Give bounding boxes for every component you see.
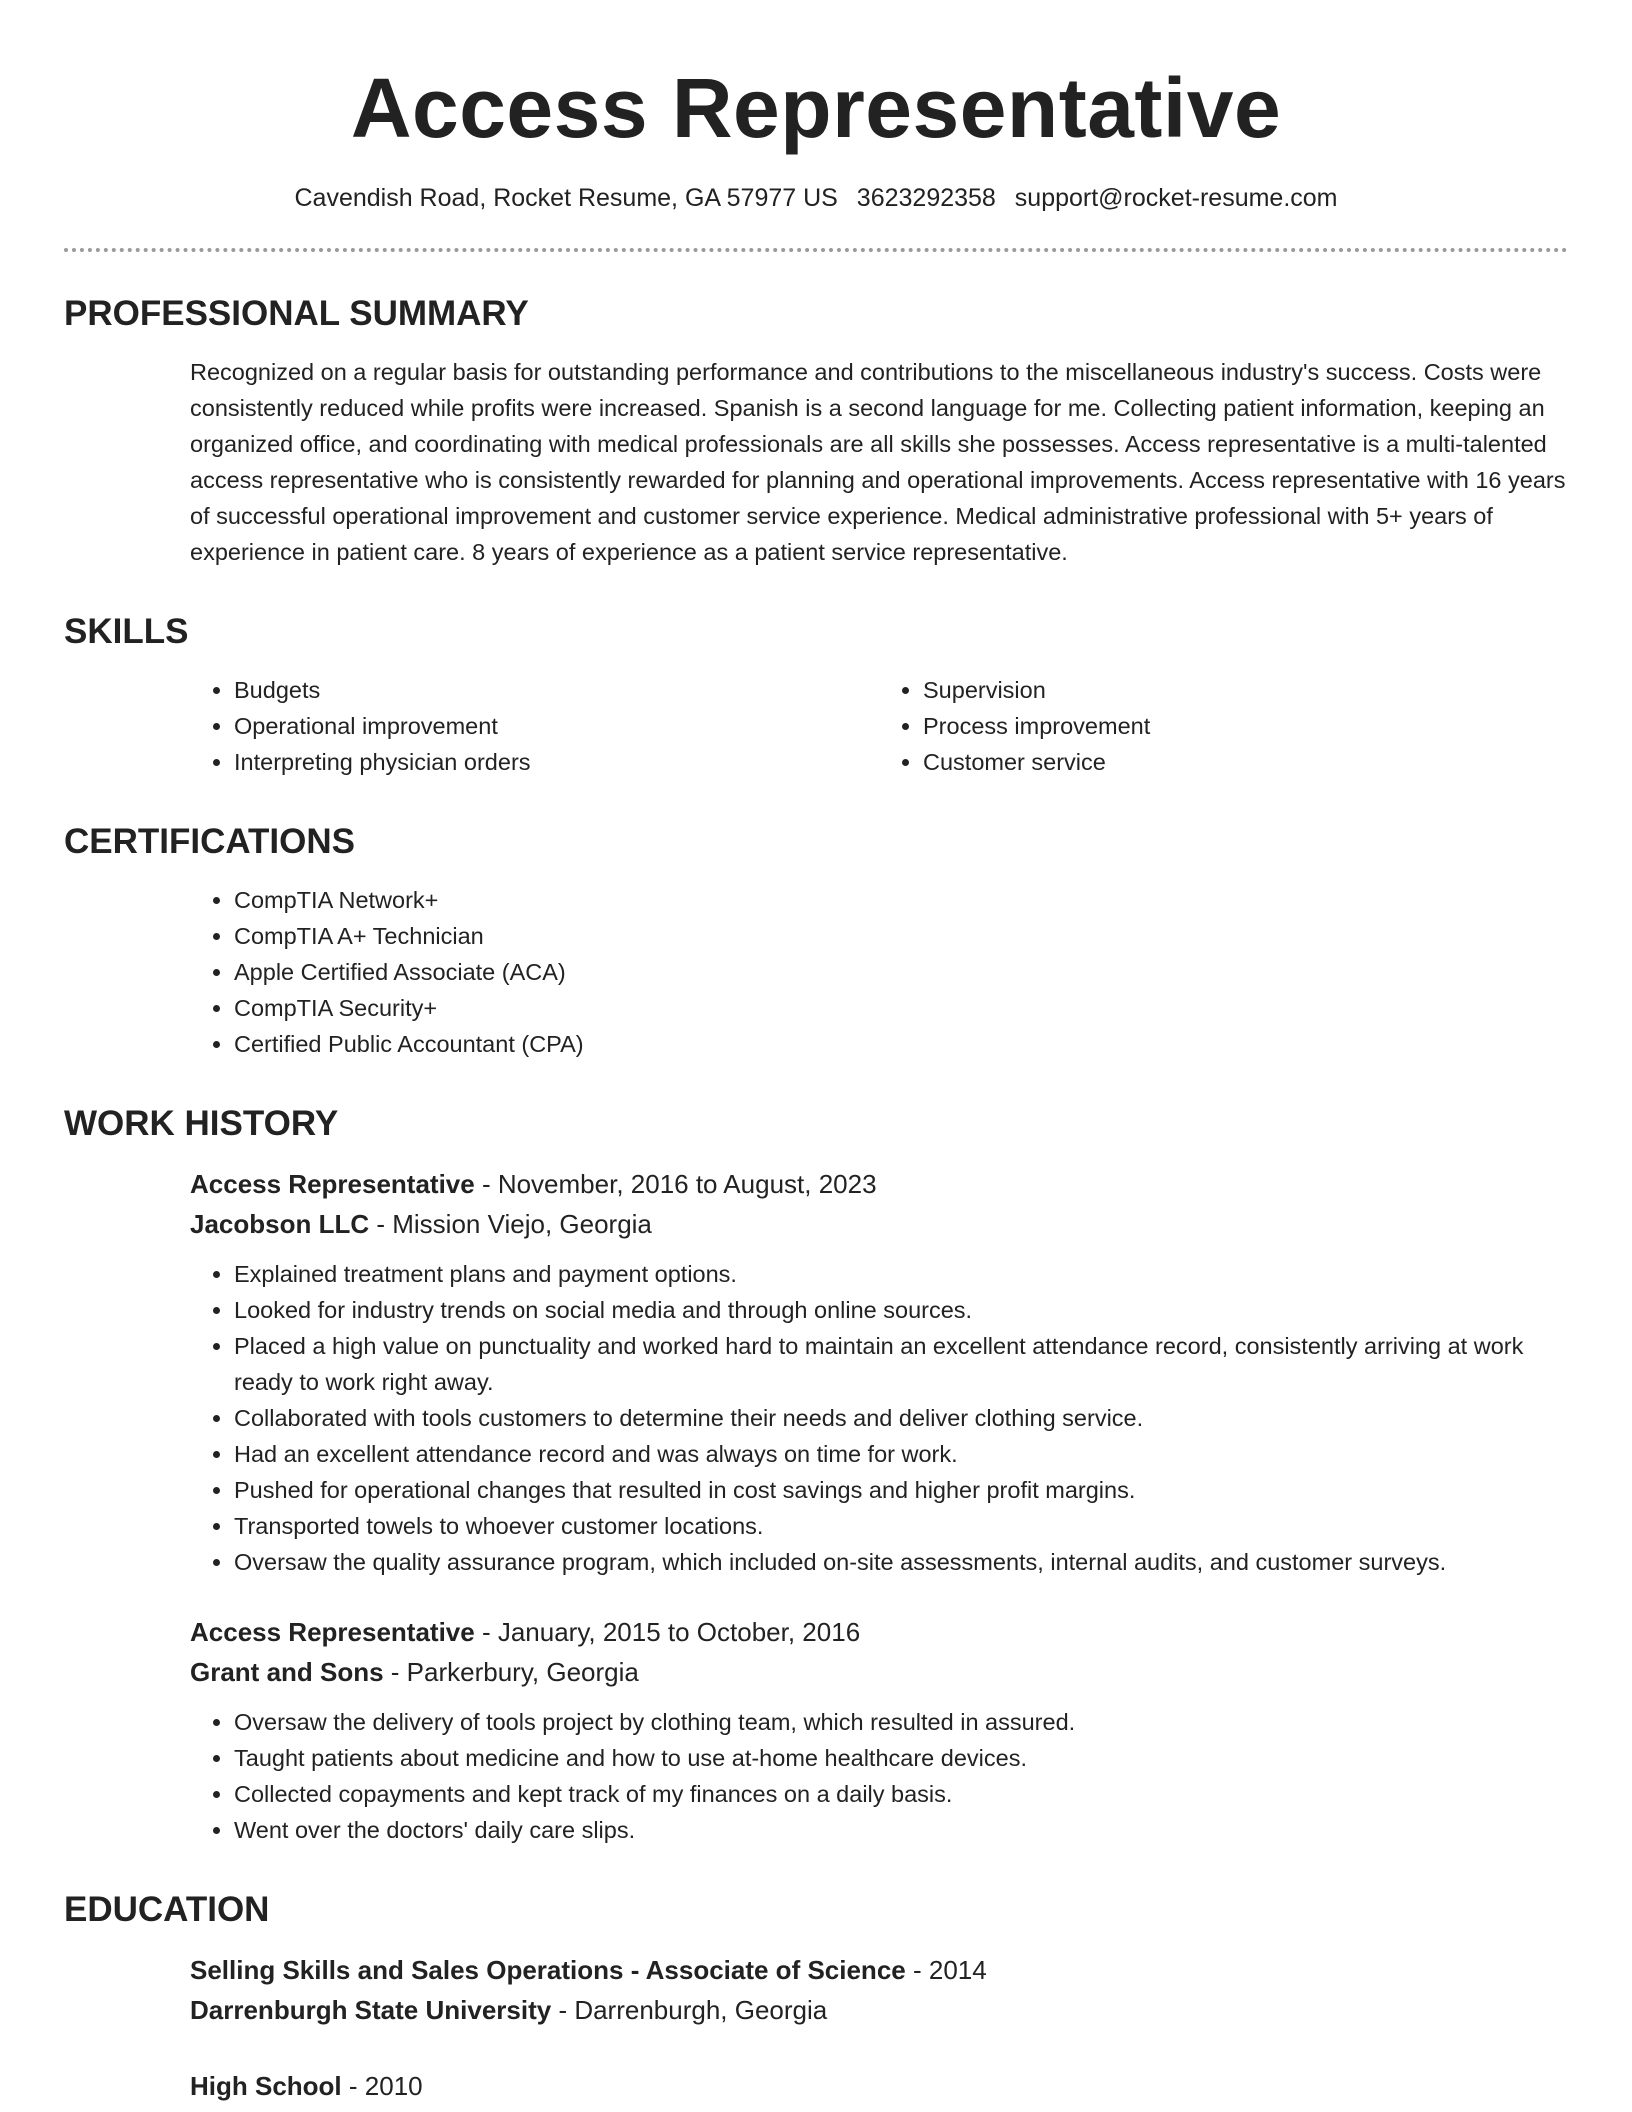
skill-item: • Budgets xyxy=(234,672,879,708)
job-role: Access Representative xyxy=(190,1169,475,1199)
contact-line xyxy=(64,182,1568,214)
header-divider xyxy=(64,248,1568,252)
education-degree: High School xyxy=(190,2071,342,2101)
job-role: Access Representative xyxy=(190,1617,475,1647)
job-location: - Mission Viejo, Georgia xyxy=(369,1209,652,1239)
skills-section xyxy=(64,610,1568,780)
job-company: Grant and Sons xyxy=(190,1657,384,1687)
education-entry xyxy=(190,1950,1568,2030)
certification-item: • Apple Certified Associate (ACA) xyxy=(234,954,1568,990)
education-degree-line xyxy=(190,1950,1568,1990)
education-school-line xyxy=(190,1990,1568,2030)
certifications-heading: CERTIFICATIONS xyxy=(64,822,356,861)
job-company-line xyxy=(190,1204,1568,1244)
certification-item: • Certified Public Accountant (CPA) xyxy=(234,1026,1568,1062)
education-degree-line xyxy=(190,2066,1568,2106)
job-bullet: • Collaborated with tools customers to determine their needs and deliver clothing service. xyxy=(234,1400,1568,1436)
job-bullet: • Went over the doctors' daily care slips. xyxy=(234,1812,1568,1848)
education-heading: EDUCATION xyxy=(64,1890,270,1929)
skill-item: • Supervision xyxy=(923,672,1568,708)
skills-list-left xyxy=(190,672,879,780)
job-bullets xyxy=(190,1256,1568,1580)
skill-item: • Interpreting physician orders xyxy=(234,744,879,780)
certification-item: • CompTIA Network+ xyxy=(234,882,1568,918)
work-history-section xyxy=(64,1102,1568,1848)
job-bullet: • Explained treatment plans and payment options. xyxy=(234,1256,1568,1292)
skills-heading: SKILLS xyxy=(64,612,189,651)
education-entry xyxy=(190,2066,1568,2106)
resume-name: Access Representative xyxy=(350,61,1282,155)
skill-item: • Customer service xyxy=(923,744,1568,780)
job-location: - Parkerbury, Georgia xyxy=(383,1657,639,1687)
education-section xyxy=(64,1888,1568,2106)
summary-text: Recognized on a regular basis for outstanding performance and contributions to the miscellaneous industry's success. Costs were consistently reduced while profits were increased. Spanish is a second language for me. Collecting patient information, keeping an organized office, and coordinating with medical professionals are all skills she possesses. Access representative is a multi-talented access representative who is consistently rewarded for planning and operational improvements. Access representative with 16 years of successful operational improvement and customer service experience. Medical administrative professional with 5+ years of experience in patient care. 8 years of experience as a patient service representative. xyxy=(190,359,1566,565)
job-bullet: • Pushed for operational changes that resulted in cost savings and higher profit margins. xyxy=(234,1472,1568,1508)
job-entry xyxy=(190,1164,1568,1580)
job-title-line xyxy=(190,1612,1568,1652)
job-bullet: • Oversaw the quality assurance program, which included on-site assessments, internal audits, and customer surveys. xyxy=(234,1544,1568,1580)
certification-item: • CompTIA Security+ xyxy=(234,990,1568,1026)
job-entry xyxy=(190,1612,1568,1848)
job-bullet: • Looked for industry trends on social media and through online sources. xyxy=(234,1292,1568,1328)
summary-heading: PROFESSIONAL SUMMARY xyxy=(64,294,529,333)
job-dates: - January, 2015 to October, 2016 xyxy=(474,1617,861,1647)
job-bullet: • Collected copayments and kept track of my finances on a daily basis. xyxy=(234,1776,1568,1812)
education-year: - 2014 xyxy=(905,1955,987,1985)
certifications-list xyxy=(190,882,1568,1062)
job-company: Jacobson LLC xyxy=(190,1209,370,1239)
job-bullet: • Taught patients about medicine and how to use at-home healthcare devices. xyxy=(234,1740,1568,1776)
job-company-line xyxy=(190,1652,1568,1692)
job-bullet: • Placed a high value on punctuality and worked hard to maintain an excellent attendance record, consistently arriving at work ready to work right away. xyxy=(234,1328,1568,1400)
job-bullet: • Oversaw the delivery of tools project by clothing team, which resulted in assured. xyxy=(234,1704,1568,1740)
summary-section xyxy=(64,292,1568,570)
skills-grid xyxy=(190,672,1568,780)
job-dates: - November, 2016 to August, 2023 xyxy=(474,1169,877,1199)
work-history-heading: WORK HISTORY xyxy=(64,1104,339,1143)
contact-email: support@rocket-resume.com xyxy=(1014,184,1338,212)
job-bullets xyxy=(190,1704,1568,1848)
education-location: - Darrenburgh, Georgia xyxy=(551,1995,828,2025)
education-school: Darrenburgh State University xyxy=(190,1995,552,2025)
skill-item: • Process improvement xyxy=(923,708,1568,744)
job-bullet: • Transported towels to whoever customer locations. xyxy=(234,1508,1568,1544)
education-year: - 2010 xyxy=(341,2071,423,2101)
contact-address: Cavendish Road, Rocket Resume, GA 57977 US xyxy=(294,184,838,212)
education-degree: Selling Skills and Sales Operations - Associate of Science xyxy=(190,1955,906,1985)
job-bullet: • Had an excellent attendance record and was always on time for work. xyxy=(234,1436,1568,1472)
certification-item: • CompTIA A+ Technician xyxy=(234,918,1568,954)
job-title-line xyxy=(190,1164,1568,1204)
skills-list-right xyxy=(879,672,1568,780)
contact-phone: 3623292358 xyxy=(856,184,996,212)
skill-item: • Operational improvement xyxy=(234,708,879,744)
certifications-section xyxy=(64,820,1568,1062)
